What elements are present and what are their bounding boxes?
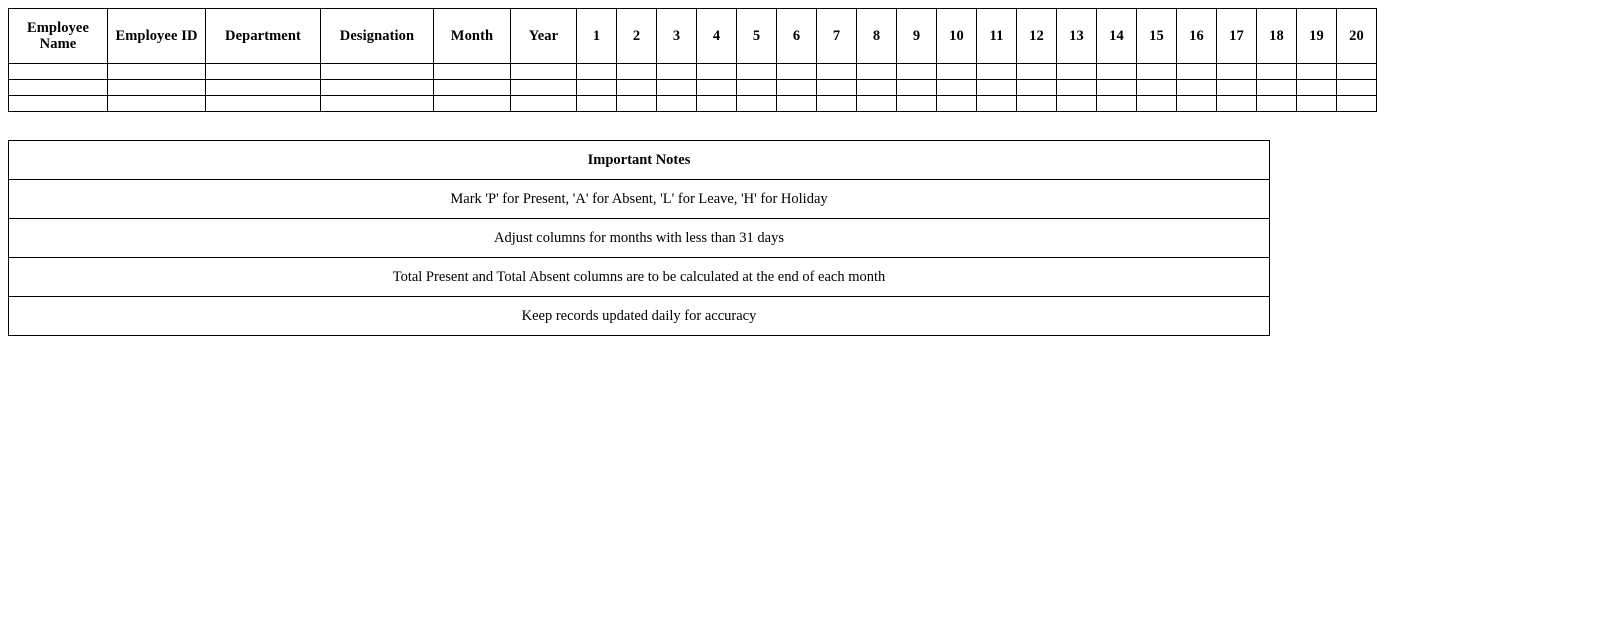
attendance-cell[interactable] [817,96,857,112]
table-row [9,64,1377,80]
attendance-cell[interactable] [857,80,897,96]
note-text: Adjust columns for months with less than 31 days [9,219,1270,258]
attendance-cell[interactable] [657,96,697,112]
attendance-cell[interactable] [1097,64,1137,80]
column-header-day-10: 10 [937,9,977,64]
attendance-cell[interactable] [1297,80,1337,96]
attendance-cell[interactable] [617,80,657,96]
important-notes-body [9,141,1270,336]
attendance-header-row [9,9,1377,64]
column-header-day-14: 14 [1097,9,1137,64]
attendance-cell[interactable] [1297,96,1337,112]
attendance-cell[interactable] [977,96,1017,112]
attendance-cell[interactable] [1057,96,1097,112]
column-header-employee-name: Employee Name [9,9,108,64]
attendance-cell[interactable] [434,80,511,96]
attendance-cell[interactable] [777,80,817,96]
attendance-cell[interactable] [1097,80,1137,96]
attendance-cell[interactable] [857,96,897,112]
attendance-cell[interactable] [1177,96,1217,112]
attendance-cell[interactable] [511,96,577,112]
attendance-cell[interactable] [577,96,617,112]
attendance-cell[interactable] [777,64,817,80]
attendance-cell[interactable] [937,80,977,96]
attendance-cell[interactable] [617,96,657,112]
column-header-day-5: 5 [737,9,777,64]
attendance-cell[interactable] [1257,96,1297,112]
column-header-designation: Designation [321,9,434,64]
attendance-cell[interactable] [697,96,737,112]
column-header-day-12: 12 [1017,9,1057,64]
attendance-cell[interactable] [617,64,657,80]
table-row [9,96,1377,112]
attendance-cell[interactable] [937,96,977,112]
column-header-department: Department [206,9,321,64]
attendance-cell[interactable] [108,64,206,80]
attendance-cell[interactable] [977,80,1017,96]
column-header-day-11: 11 [977,9,1017,64]
attendance-cell[interactable] [577,64,617,80]
attendance-cell[interactable] [1217,64,1257,80]
attendance-cell[interactable] [1217,80,1257,96]
attendance-cell[interactable] [434,64,511,80]
attendance-cell[interactable] [1177,80,1217,96]
attendance-cell[interactable] [1017,96,1057,112]
notes-row [9,258,1270,297]
attendance-cell[interactable] [206,80,321,96]
note-text: Mark 'P' for Present, 'A' for Absent, 'L' for Leave, 'H' for Holiday [9,180,1270,219]
notes-row [9,297,1270,336]
attendance-cell[interactable] [817,80,857,96]
attendance-cell[interactable] [897,80,937,96]
table-row [9,80,1377,96]
column-header-day-20: 20 [1337,9,1377,64]
attendance-cell[interactable] [1137,80,1177,96]
column-header-day-2: 2 [617,9,657,64]
column-header-day-18: 18 [1257,9,1297,64]
attendance-cell[interactable] [1017,80,1057,96]
attendance-cell[interactable] [9,96,108,112]
column-header-day-4: 4 [697,9,737,64]
column-header-year: Year [511,9,577,64]
attendance-cell[interactable] [321,96,434,112]
notes-row [9,180,1270,219]
attendance-cell[interactable] [9,80,108,96]
attendance-cell[interactable] [937,64,977,80]
attendance-cell[interactable] [108,80,206,96]
attendance-cell[interactable] [206,96,321,112]
attendance-cell[interactable] [1137,64,1177,80]
attendance-cell[interactable] [737,64,777,80]
attendance-cell[interactable] [857,64,897,80]
attendance-cell[interactable] [1257,80,1297,96]
important-notes-table [8,140,1270,336]
attendance-cell[interactable] [1337,64,1377,80]
attendance-cell[interactable] [1017,64,1057,80]
attendance-cell[interactable] [321,80,434,96]
attendance-cell[interactable] [697,80,737,96]
important-notes-container [8,140,1270,336]
attendance-cell[interactable] [657,64,697,80]
note-text: Total Present and Total Absent columns are to be calculated at the end of each month [9,258,1270,297]
column-header-day-19: 19 [1297,9,1337,64]
attendance-cell[interactable] [817,64,857,80]
attendance-cell[interactable] [434,96,511,112]
attendance-cell[interactable] [1337,96,1377,112]
column-header-day-15: 15 [1137,9,1177,64]
notes-title-row [9,141,1270,180]
attendance-cell[interactable] [1177,64,1217,80]
column-header-day-6: 6 [777,9,817,64]
attendance-cell[interactable] [1057,80,1097,96]
column-header-day-9: 9 [897,9,937,64]
column-header-day-1: 1 [577,9,617,64]
attendance-cell[interactable] [777,96,817,112]
column-header-day-3: 3 [657,9,697,64]
attendance-cell[interactable] [897,96,937,112]
attendance-cell[interactable] [577,80,617,96]
attendance-cell[interactable] [737,80,777,96]
attendance-cell[interactable] [511,80,577,96]
column-header-day-17: 17 [1217,9,1257,64]
note-text: Keep records updated daily for accuracy [9,297,1270,336]
attendance-cell[interactable] [657,80,697,96]
attendance-table [8,8,1377,112]
attendance-cell[interactable] [9,64,108,80]
column-header-day-13: 13 [1057,9,1097,64]
attendance-cell[interactable] [1297,64,1337,80]
attendance-cell[interactable] [1337,80,1377,96]
notes-row [9,219,1270,258]
attendance-table-container [8,8,1608,112]
attendance-table-head [9,9,1377,64]
column-header-day-16: 16 [1177,9,1217,64]
column-header-day-8: 8 [857,9,897,64]
attendance-table-body [9,64,1377,112]
attendance-cell[interactable] [1257,64,1297,80]
attendance-cell[interactable] [1097,96,1137,112]
attendance-cell[interactable] [897,64,937,80]
notes-title: Important Notes [9,141,1270,180]
attendance-cell[interactable] [1137,96,1177,112]
column-header-month: Month [434,9,511,64]
column-header-employee-id: Employee ID [108,9,206,64]
attendance-cell[interactable] [1057,64,1097,80]
attendance-cell[interactable] [321,64,434,80]
attendance-cell[interactable] [108,96,206,112]
attendance-cell[interactable] [1217,96,1257,112]
attendance-cell[interactable] [206,64,321,80]
column-header-day-7: 7 [817,9,857,64]
attendance-cell[interactable] [737,96,777,112]
attendance-cell[interactable] [511,64,577,80]
attendance-cell[interactable] [977,64,1017,80]
attendance-cell[interactable] [697,64,737,80]
